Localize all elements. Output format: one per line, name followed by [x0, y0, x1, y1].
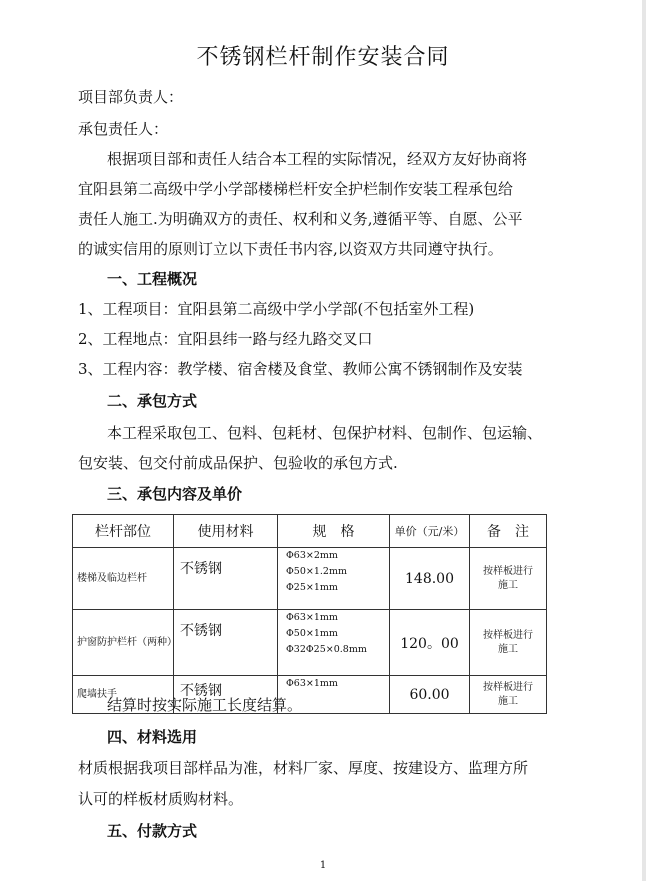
header-spec: 规 格 [278, 515, 390, 548]
cell-price: 148.00 [390, 548, 470, 610]
intro-line: 责任人施工.为明确双方的责任、权利和义务,遵循平等、自愿、公平 [78, 210, 523, 228]
note-line: 施工 [498, 643, 518, 655]
page-number: 1 [319, 860, 327, 871]
overview-item: 3、工程内容：教学楼、宿舍楼及食堂、教师公寓不锈钢制作及安装 [78, 360, 523, 378]
cell-price: 120。00 [390, 610, 470, 676]
cell-material: 不锈钢 [174, 610, 278, 676]
materials-line: 认可的样板材质购材料。 [78, 790, 244, 808]
spec-line: Φ63×2mm [286, 550, 338, 561]
header-note: 备 注 [470, 515, 547, 548]
spec-line: Φ25×1mm [286, 582, 338, 593]
cell-note [470, 676, 547, 714]
cell-position: 爬墙扶手 [73, 676, 174, 714]
page-edge-shadow [642, 0, 646, 881]
note-line: 施工 [498, 695, 518, 707]
note-line: 按样板进行 [483, 565, 533, 577]
note-line: 按样板进行 [483, 629, 533, 641]
cell-spec [278, 548, 390, 610]
intro-line: 根据项目部和责任人结合本工程的实际情况，经双方友好协商将 [107, 150, 528, 168]
overview-item: 1、工程项目：宜阳县第二高级中学小学部(不包括室外工程) [78, 300, 475, 318]
cell-material: 不锈钢 [174, 676, 278, 714]
table-row [73, 548, 547, 610]
header-unit-price: 单价（元/米） [390, 515, 470, 548]
header-material: 使用材料 [174, 515, 278, 548]
contract-method-line: 本工程采取包工、包料、包耗材、包保护材料、包制作、包运输、 [107, 424, 543, 442]
spec-line: Φ50×1.2mm [286, 566, 347, 577]
header-position: 栏杆部位 [73, 515, 174, 548]
cell-material: 不锈钢 [174, 548, 278, 610]
document-title: 不锈钢栏杆制作安装合同 [196, 45, 450, 70]
cell-price: 60.00 [390, 676, 470, 714]
section-heading-contents-prices: 三、承包内容及单价 [107, 485, 243, 503]
cell-note [470, 610, 547, 676]
note-line: 施工 [498, 579, 518, 591]
cell-position: 护窗防护栏杆（两种） [73, 610, 174, 676]
price-table [72, 514, 547, 714]
cell-position: 楼梯及临边栏杆 [73, 548, 174, 610]
spec-line: Φ63×1mm [286, 678, 338, 689]
section-heading-overview: 一、工程概况 [107, 270, 198, 288]
project-manager-label: 项目部负责人： [78, 88, 184, 106]
contractor-label: 承包责任人： [78, 120, 169, 138]
intro-line: 宜阳县第二高级中学小学部楼梯栏杆安全护栏制作安装工程承包给 [78, 180, 514, 198]
spec-line: Φ63×1mm [286, 612, 338, 623]
cell-note [470, 548, 547, 610]
table-row [73, 610, 547, 676]
spec-line: Φ50×1mm [286, 628, 338, 639]
section-heading-materials: 四、材料选用 [107, 728, 198, 746]
contract-method-line: 包安装、包交付前成品保护、包验收的承包方式. [78, 454, 398, 472]
section-heading-payment: 五、付款方式 [107, 822, 198, 840]
spec-line: Φ32Φ25×0.8mm [286, 644, 367, 655]
overview-item: 2、工程地点：宜阳县纬一路与经九路交叉口 [78, 330, 373, 348]
section-heading-contract-method: 二、承包方式 [107, 392, 198, 410]
materials-line: 材质根据我项目部样品为准，材料厂家、厚度、按建设方、监理方所 [78, 759, 529, 777]
cell-spec [278, 610, 390, 676]
note-line: 按样板进行 [483, 681, 533, 693]
intro-line: 的诚实信用的原则订立以下责任书内容,以资双方共同遵守执行。 [78, 240, 503, 258]
settlement-note: 结算时按实际施工长度结算。 [107, 696, 303, 714]
